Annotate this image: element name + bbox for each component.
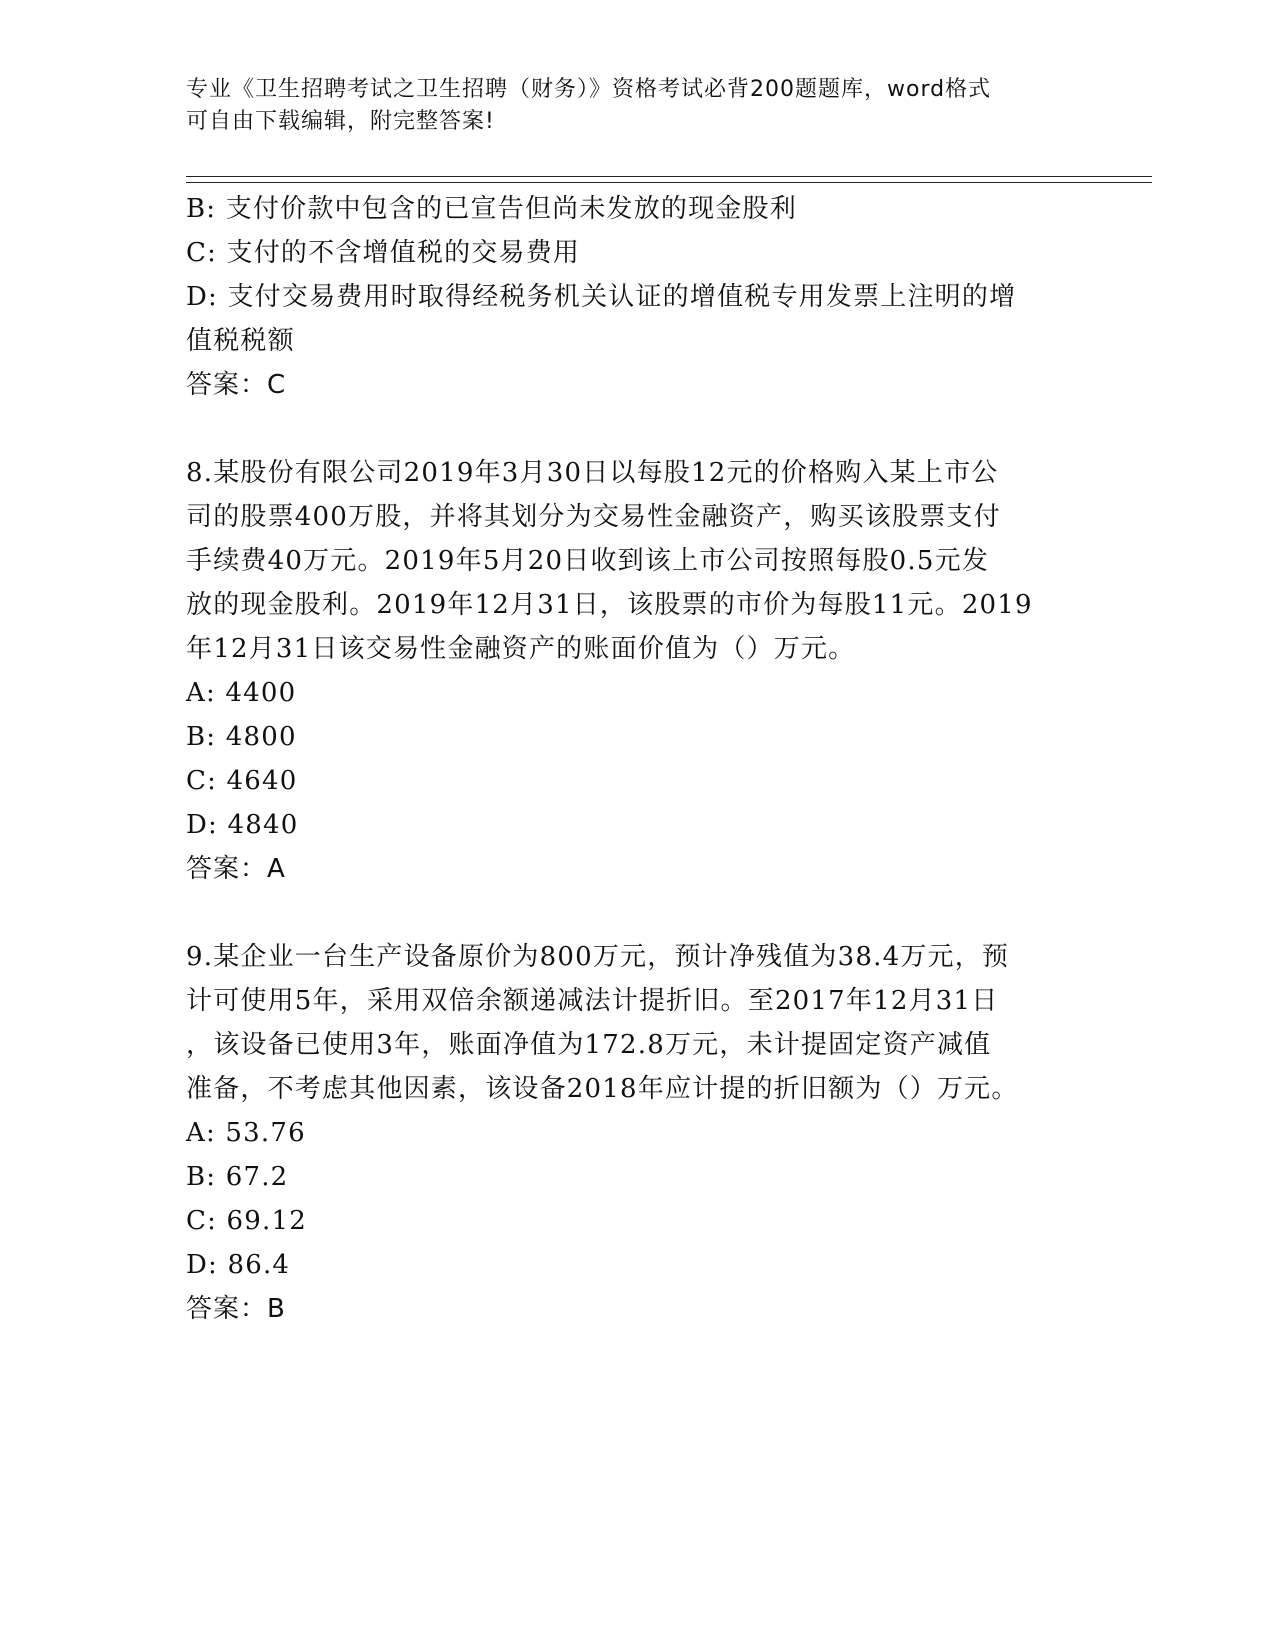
question-stem-line: 司的股票400万股，并将其划分为交易性金融资产，购买该股票支付 (186, 502, 1001, 532)
header-line-1: 专业《卫生招聘考试之卫生招聘（财务）》资格考试必背200题题库，word格式 (186, 77, 992, 102)
option-d: D: 86.4 (186, 1250, 291, 1280)
option-d-line-2: 值税税额 (186, 326, 295, 356)
answer: 答案：C (186, 370, 287, 400)
option-b: B: 支付价款中包含的已宣告但尚未发放的现金股利 (186, 194, 797, 224)
option-b: B: 4800 (186, 722, 297, 752)
question-stem-line: 放的现金股利。2019年12月31日，该股票的市价为每股11元。2019 (186, 590, 1033, 620)
option-d: D: 4840 (186, 810, 299, 840)
question-stem-line: 准备，不考虑其他因素，该设备2018年应计提的折旧额为（）万元。 (186, 1074, 1019, 1104)
option-c: C: 69.12 (186, 1206, 307, 1236)
option-a: A: 4400 (186, 678, 297, 708)
option-c: C: 支付的不含增值税的交易费用 (186, 238, 581, 268)
option-d-line-1: D: 支付交易费用时取得经税务机关认证的增值税专用发票上注明的增 (186, 282, 1017, 312)
question-stem-line: 9.某企业一台生产设备原价为800万元，预计净残值为38.4万元，预 (186, 942, 1010, 972)
option-b: B: 67.2 (186, 1162, 289, 1192)
answer: 答案：A (186, 854, 286, 884)
question-stem-line: 年12月31日该交易性金融资产的账面价值为（）万元。 (186, 634, 856, 664)
question-stem-line: ，该设备已使用3年，账面净值为172.8万元，未计提固定资产减值 (186, 1030, 992, 1060)
question-stem-line: 8.某股份有限公司2019年3月30日以每股12元的价格购入某上市公 (186, 458, 999, 488)
answer: 答案：B (186, 1294, 286, 1324)
header-rule-top (186, 176, 1152, 177)
question-stem-line: 计可使用5年，采用双倍余额递减法计提折旧。至2017年12月31日 (186, 986, 999, 1016)
question-stem-line: 手续费40万元。2019年5月20日收到该上市公司按照每股0.5元发 (186, 546, 990, 576)
option-a: A: 53.76 (186, 1118, 306, 1148)
header-line-2: 可自由下载编辑，附完整答案! (186, 109, 495, 134)
document-header (186, 74, 1066, 138)
option-c: C: 4640 (186, 766, 298, 796)
header-rule-bottom (186, 182, 1152, 183)
